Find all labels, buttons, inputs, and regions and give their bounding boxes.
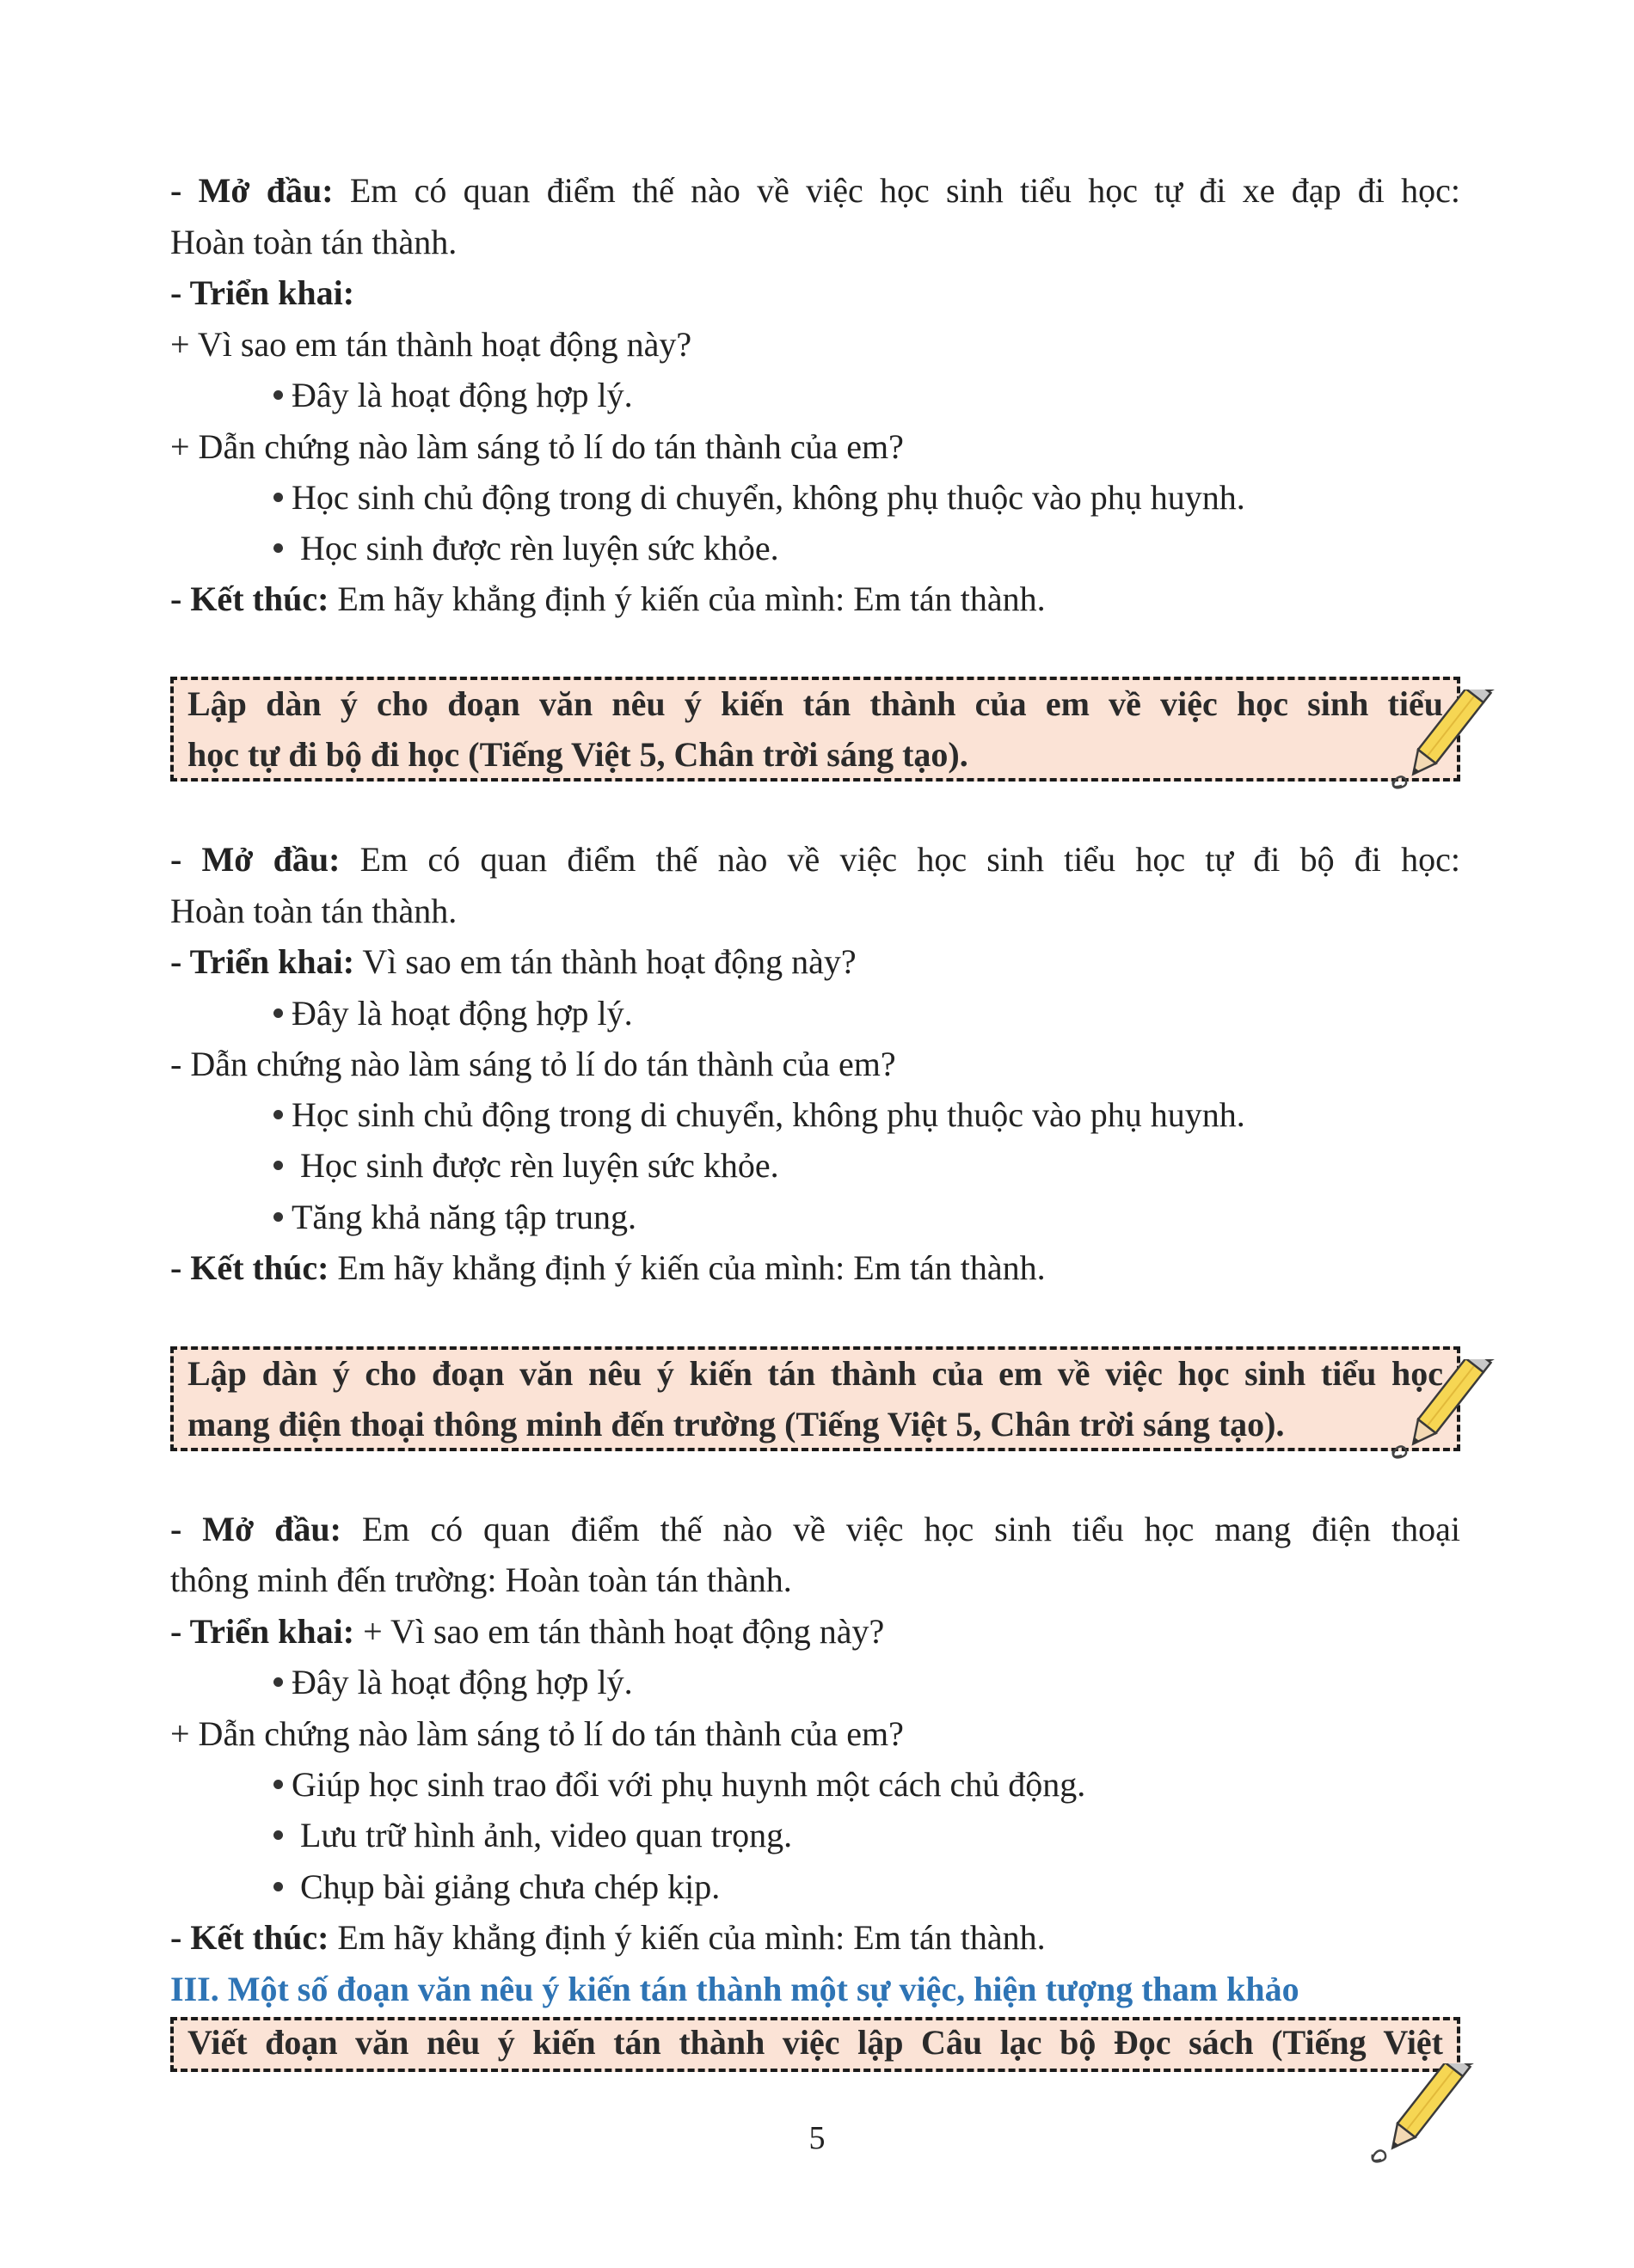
- bullet-icon: [273, 1008, 283, 1018]
- question-2: + Dẫn chứng nào làm sáng tỏ lí do tán thành của em?: [170, 1714, 904, 1753]
- question-2: - Dẫn chứng nào làm sáng tỏ lí do tán thành của em?: [170, 1045, 896, 1083]
- bullet-icon: [273, 1882, 283, 1891]
- intro-text: Em có quan điểm thế nào về việc học sinh tiểu học tự đi xe đạp đi học:: [333, 171, 1460, 210]
- task-box-line-1: Viết đoạn văn nêu ý kiến tán thành việc lập Câu lạc bộ Đọc sách (Tiếng Việt: [187, 2023, 1443, 2062]
- intro-line-2: Hoàn toàn tán thành.: [170, 892, 458, 930]
- bullet-icon: [273, 1212, 283, 1222]
- body-line: - Triển khai: Vì sao em tán thành hoạt động này?: [170, 942, 857, 981]
- bullet-icon: [273, 1830, 283, 1840]
- pencil-icon: [1386, 1359, 1515, 1471]
- intro-line-1: - Mở đầu: Em có quan điểm thế nào về việc học sinh tiểu học mang điện thoại: [170, 1510, 1460, 1548]
- task-box-line-1: Lập dàn ý cho đoạn văn nêu ý kiến tán thành của em về việc học sinh tiểu học: [187, 1354, 1443, 1393]
- bullet-icon: [273, 1110, 283, 1119]
- body-label-line: [170, 267, 1460, 319]
- body-label: - Triển khai:: [170, 942, 355, 981]
- intro-label: - Mở đầu:: [170, 1510, 341, 1548]
- intro-line-1: [170, 165, 1460, 217]
- intro-line-2: thông minh đến trường: Hoàn toàn tán thành.: [170, 1560, 792, 1599]
- question-2: + Dẫn chứng nào làm sáng tỏ lí do tán thành của em?: [170, 427, 904, 466]
- intro-label: - Mở đầu:: [170, 840, 341, 879]
- section-heading: III. Một số đoạn văn nêu ý kiến tán thành một sự việc, hiện tượng tham khảo: [170, 1970, 1299, 2008]
- page-number: 5: [808, 2120, 826, 2156]
- list-item: Học sinh được rèn luyện sức khỏe.: [273, 523, 1460, 574]
- list-item: Học sinh chủ động trong di chuyển, không phụ thuộc vào phụ huynh.: [273, 1089, 1460, 1141]
- body-line: - Triển khai: + Vì sao em tán thành hoạt động này?: [170, 1612, 885, 1651]
- intro-line-2: Hoàn toàn tán thành.: [170, 223, 458, 261]
- conclusion-label: - Kết thúc:: [170, 1918, 329, 1957]
- list-item: Giúp học sinh trao đổi với phụ huynh một cách chủ động.: [273, 1759, 1460, 1811]
- body-label: - Triển khai:: [170, 273, 355, 312]
- list-item: Đây là hoạt động hợp lý.: [273, 370, 1460, 421]
- list-item: Chụp bài giảng chưa chép kịp.: [273, 1861, 1460, 1913]
- task-box-line-1: Lập dàn ý cho đoạn văn nêu ý kiến tán thành của em về việc học sinh tiểu: [187, 684, 1443, 723]
- conclusion-line: - Kết thúc: Em hãy khẳng định ý kiến của mình: Em tán thành.: [170, 1918, 1046, 1957]
- question-1: + Vì sao em tán thành hoạt động này?: [170, 325, 692, 364]
- task-box: [170, 1346, 1460, 1451]
- bullet-icon: [273, 1780, 283, 1789]
- intro-label: - Mở đầu:: [170, 171, 334, 210]
- bullet-icon: [273, 390, 283, 400]
- intro-line-1: - Mở đầu: Em có quan điểm thế nào về việc học sinh tiểu học tự đi bộ đi học:: [170, 840, 1460, 879]
- bullet-icon: [273, 493, 283, 502]
- list-item: Đây là hoạt động hợp lý.: [273, 988, 1460, 1039]
- bullet-icon: [273, 543, 283, 553]
- task-box-line-2: mang điện thoại thông minh đến trường (Tiếng Việt 5, Chân trời sáng tạo).: [187, 1405, 1285, 1444]
- bullet-icon: [273, 1161, 283, 1170]
- list-item: Đây là hoạt động hợp lý.: [273, 1657, 1460, 1708]
- list-item: Học sinh được rèn luyện sức khỏe.: [273, 1140, 1460, 1192]
- conclusion-label: - Kết thúc:: [170, 579, 329, 618]
- list-item: Học sinh chủ động trong di chuyển, không phụ thuộc vào phụ huynh.: [273, 472, 1460, 524]
- body-label: - Triển khai:: [170, 1612, 355, 1651]
- conclusion-line: - Kết thúc: Em hãy khẳng định ý kiến của mình: Em tán thành.: [170, 579, 1046, 618]
- task-box: [170, 677, 1460, 782]
- conclusion-label: - Kết thúc:: [170, 1248, 329, 1287]
- task-box: [170, 2017, 1460, 2072]
- bullet-icon: [273, 1677, 283, 1687]
- task-box-line-2: học tự đi bộ đi học (Tiếng Việt 5, Chân trời sáng tạo).: [187, 735, 968, 774]
- list-item: Tăng khả năng tập trung.: [273, 1192, 1460, 1243]
- conclusion-line: - Kết thúc: Em hãy khẳng định ý kiến của mình: Em tán thành.: [170, 1248, 1046, 1287]
- list-item: Lưu trữ hình ảnh, video quan trọng.: [273, 1810, 1460, 1861]
- pencil-icon: [1386, 690, 1515, 801]
